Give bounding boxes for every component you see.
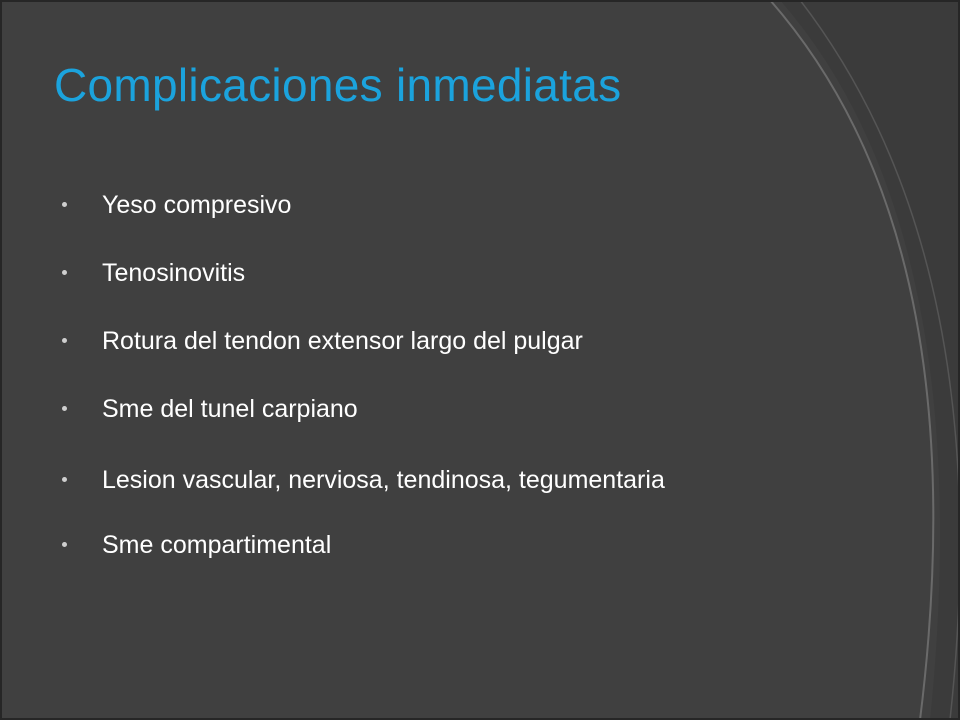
bullet-dot-icon bbox=[62, 270, 67, 275]
slide-title: Complicaciones inmediatas bbox=[54, 59, 622, 111]
bullet-dot-icon bbox=[62, 477, 67, 482]
bullet-text: Sme del tunel carpiano bbox=[102, 395, 358, 423]
bullet-text: Lesion vascular, nerviosa, tendinosa, tegumentaria bbox=[102, 466, 665, 494]
bullet-dot-icon bbox=[62, 202, 67, 207]
bullet-dot-icon bbox=[62, 338, 67, 343]
bullet-dot-icon bbox=[62, 542, 67, 547]
bullet-dot-icon bbox=[62, 406, 67, 411]
bullet-text: Yeso compresivo bbox=[102, 191, 292, 219]
bullet-text: Sme compartimental bbox=[102, 531, 332, 559]
bullet-item bbox=[58, 322, 858, 360]
bullet-item bbox=[58, 458, 858, 502]
bullet-item bbox=[58, 186, 858, 224]
bullet-text: Tenosinovitis bbox=[102, 259, 246, 287]
bullet-item bbox=[58, 254, 858, 292]
bullet-text: Rotura del tendon extensor largo del pulgar bbox=[102, 327, 583, 355]
bullet-item bbox=[58, 526, 858, 564]
bullet-item bbox=[58, 390, 858, 428]
bullet-list bbox=[58, 186, 858, 594]
